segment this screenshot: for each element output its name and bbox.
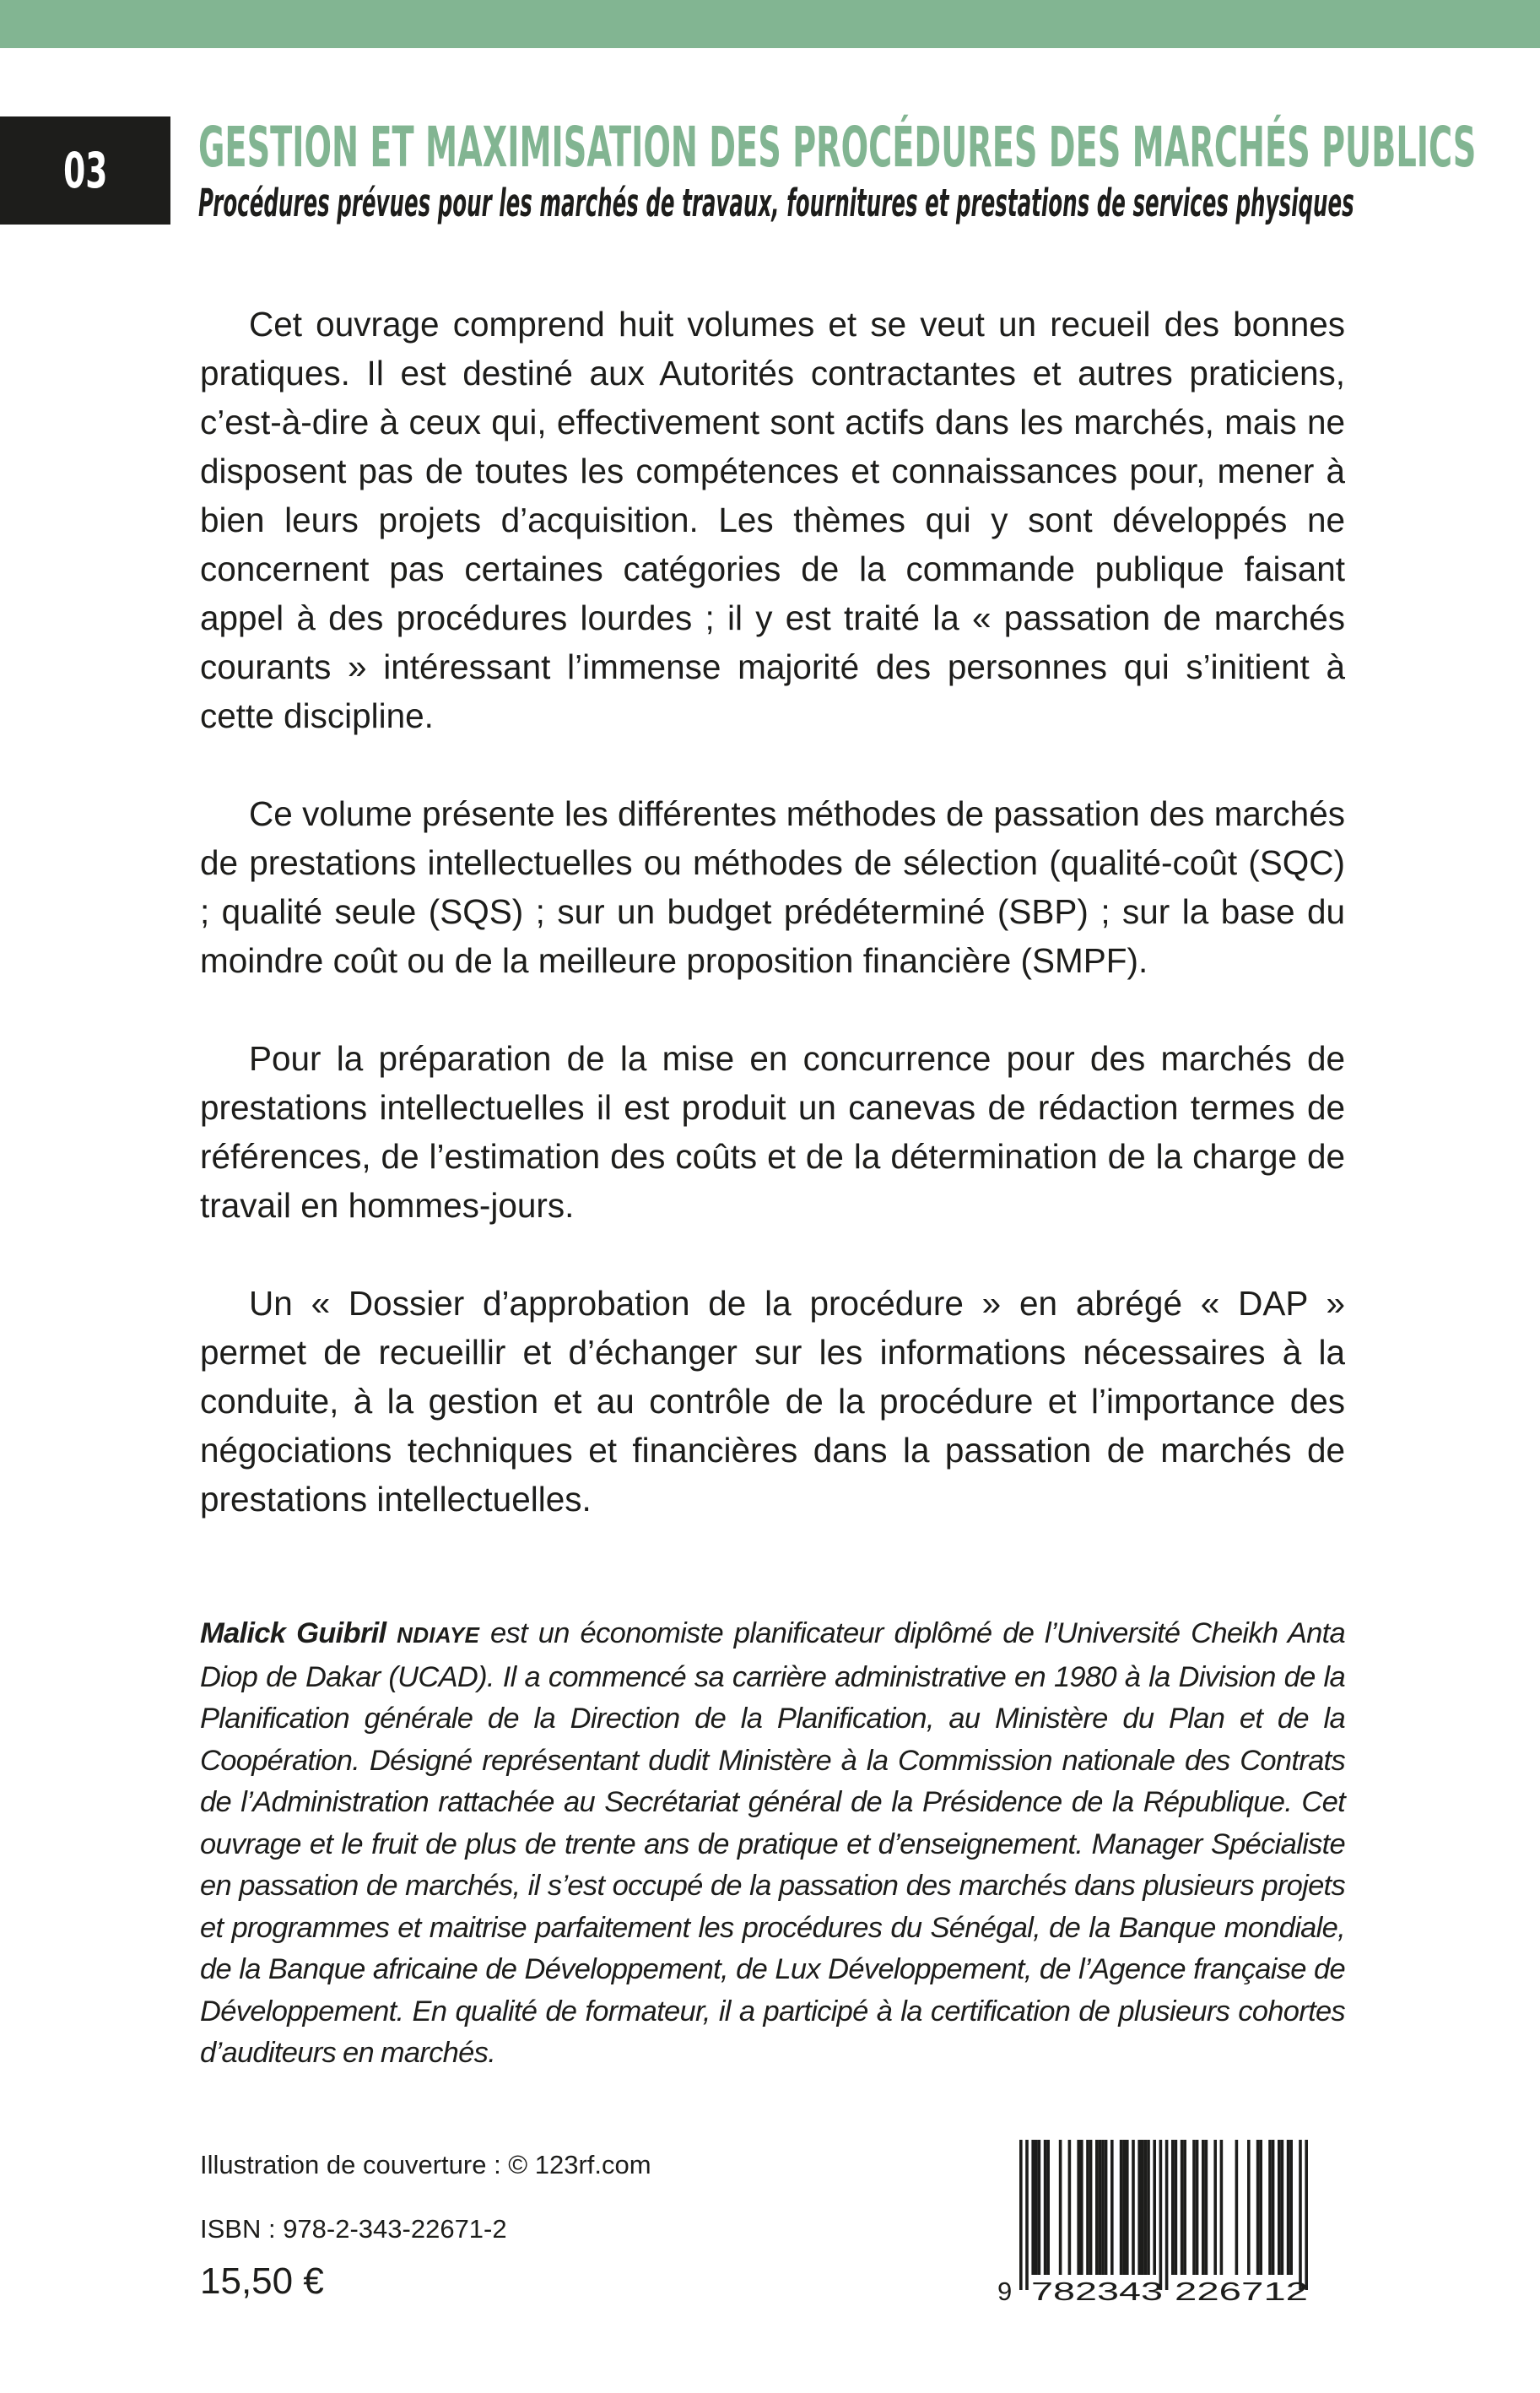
barcode-bar [1259, 2140, 1262, 2275]
barcode-bar [1031, 2140, 1035, 2275]
barcode-bar [1183, 2140, 1186, 2275]
barcode-bar [1044, 2140, 1047, 2275]
barcode-bar [1089, 2140, 1093, 2275]
author-bio-text: est un économiste planificateur diplômé de l’Université Cheikh Anta Diop de Dakar (UCAD). Il a commencé sa carrière administrative en 1980 à la Division de la Planification générale de la Direction de la Planification, au Ministère du Plan et de la Coopération. Désigné représentant dudit Ministère à la Commission nationale des Contrats de l’Administration rattachée au Secrétariat général de la Présidence de la République. Cet ouvrage et le fruit de plus de trente ans de pratique et d’enseignement. Manager Spécialiste en passation de marchés, il s’est occupé de la passation des marchés dans plusieurs projets et programmes et maitrise parfaitement les procédures du Sénégal, de la Banque mondiale, de la Banque africaine de Développement, de Lux Développement, de l’Agence française de Développement. En qualité de formateur, il a participé à la certification de plusieurs cohortes d’auditeurs en marchés. [200, 1617, 1345, 2069]
barcode-bar [1122, 2140, 1126, 2275]
barcode-bar [1171, 2140, 1175, 2275]
barcode-bar [1181, 2140, 1184, 2275]
back-cover-blurb [200, 300, 1345, 1573]
barcode-bar [1099, 2140, 1102, 2275]
barcode-bar [1101, 2140, 1105, 2275]
barcode-bar [1205, 2140, 1208, 2275]
volume-number: 03 [62, 142, 108, 199]
barcode-bar [1132, 2140, 1135, 2275]
barcode-bar [1105, 2140, 1108, 2275]
barcode-bar [1278, 2140, 1281, 2275]
barcode-bar [1035, 2140, 1038, 2275]
cover-illustration-credit: Illustration de couverture : © 123rf.com [200, 2150, 651, 2179]
barcode-bar [1196, 2140, 1199, 2275]
blurb-paragraph: Cet ouvrage comprend huit volumes et se veut un recueil des bonnes pratiques. Il est destiné aux Autorités contractantes et autres praticiens, c’est-à-dire à ceux qui, effectivement sont actifs dans les marchés, mais ne disposent pas de toutes les compétences et connaissances pour, mener à bien leurs projets d’acquisition. Les thèmes qui y sont développés ne concernent pas certaines catégories de la commande publique faisant appel à des procédures lourdes ; il y est traité la « passation de marchés courants » intéressant l’immense majorité des personnes qui s’initient à cette discipline. [200, 305, 1345, 735]
author-first-name: Malick Guibril [200, 1617, 397, 1649]
blurb-paragraph: Un « Dossier d’approbation de la procédure » en abrégé « DAP » permet de recueillir et d’échanger sur les informations nécessaires à la conduite, à la gestion et au contrôle de la procédure et l’importance des négociations techniques et financières dans la passation de marchés de prestations intellectuelles. [200, 1284, 1345, 1519]
barcode-bar [1046, 2140, 1050, 2275]
barcode-bar [1147, 2140, 1150, 2275]
price: 15,50 € [200, 2260, 324, 2302]
barcode-bar [1272, 2140, 1275, 2275]
barcode-bar [1268, 2140, 1272, 2275]
barcode-bar [1144, 2140, 1148, 2275]
volume-number-block [0, 116, 170, 225]
barcode-bar [1202, 2140, 1205, 2275]
blurb-paragraph: Pour la préparation de la mise en concurrence pour des marchés de prestations intellectuelles il est produit un canevas de rédaction termes de références, de l’estimation des coûts et de la détermination de la charge de travail en hommes-jours. [200, 1039, 1345, 1225]
top-color-band [0, 0, 1540, 48]
barcode-bar [1256, 2140, 1260, 2275]
barcode-bar [1095, 2140, 1099, 2275]
barcode-bar [1235, 2140, 1239, 2275]
isbn-barcode [994, 2140, 1348, 2309]
series-subtitle: Procédures prévues pour les marchés de travaux, fournitures et prestations de services physiques [198, 181, 1354, 225]
barcode-right-group: 226712 [1175, 2277, 1308, 2306]
barcode-first-digit: 9 [997, 2277, 1013, 2306]
barcode-guard-bar [1299, 2140, 1302, 2290]
barcode-bar [1287, 2140, 1290, 2275]
barcode-left-group: 782343 [1031, 2277, 1163, 2306]
barcode-bar [1141, 2140, 1144, 2275]
author-bio [200, 1613, 1345, 2075]
isbn: ISBN : 978-2-343-22671-2 [200, 2214, 507, 2244]
barcode-graphic [994, 2140, 1348, 2309]
barcode-bar [1289, 2140, 1293, 2275]
barcode-bar [1247, 2140, 1251, 2275]
barcode-bar [1153, 2140, 1156, 2275]
barcode-bar [1192, 2140, 1196, 2275]
barcode-bar [1220, 2140, 1224, 2275]
barcode-bar [1068, 2140, 1072, 2275]
barcode-bar [1086, 2140, 1089, 2275]
barcode-bar [1110, 2140, 1114, 2275]
barcode-guard-bar [1159, 2140, 1163, 2290]
series-title: GESTION ET MAXIMISATION DES PROCÉDURES DES MARCHÉS PUBLICS [198, 115, 1477, 180]
barcode-guard-bar [1305, 2140, 1308, 2290]
barcode-bar [1077, 2140, 1080, 2275]
barcode-guard-bar [1165, 2140, 1169, 2290]
barcode-bar [1059, 2140, 1062, 2275]
barcode-bar [1038, 2140, 1041, 2275]
author-last-name: NDIAYE [397, 1622, 480, 1648]
barcode-guard-bar [1025, 2140, 1029, 2290]
blurb-paragraph: Ce volume présente les différentes méthodes de passation des marchés de prestations intellectuelles ou méthodes de sélection (qualité-coût (SQC) ; qualité seule (SQS) ; sur un budget prédéterminé (SBP) ; sur la base du moindre coût ou de la meilleure proposition financière (SMPF). [200, 794, 1345, 980]
barcode-bar [1137, 2140, 1141, 2275]
author-name [200, 1617, 479, 1649]
barcode-bar [1213, 2140, 1217, 2275]
barcode-bar [1120, 2140, 1123, 2275]
barcode-bar [1080, 2140, 1083, 2275]
barcode-bar [1175, 2140, 1178, 2275]
barcode-bar [1281, 2140, 1284, 2275]
barcode-guard-bar [1019, 2140, 1023, 2290]
barcode-bar [1126, 2140, 1129, 2275]
